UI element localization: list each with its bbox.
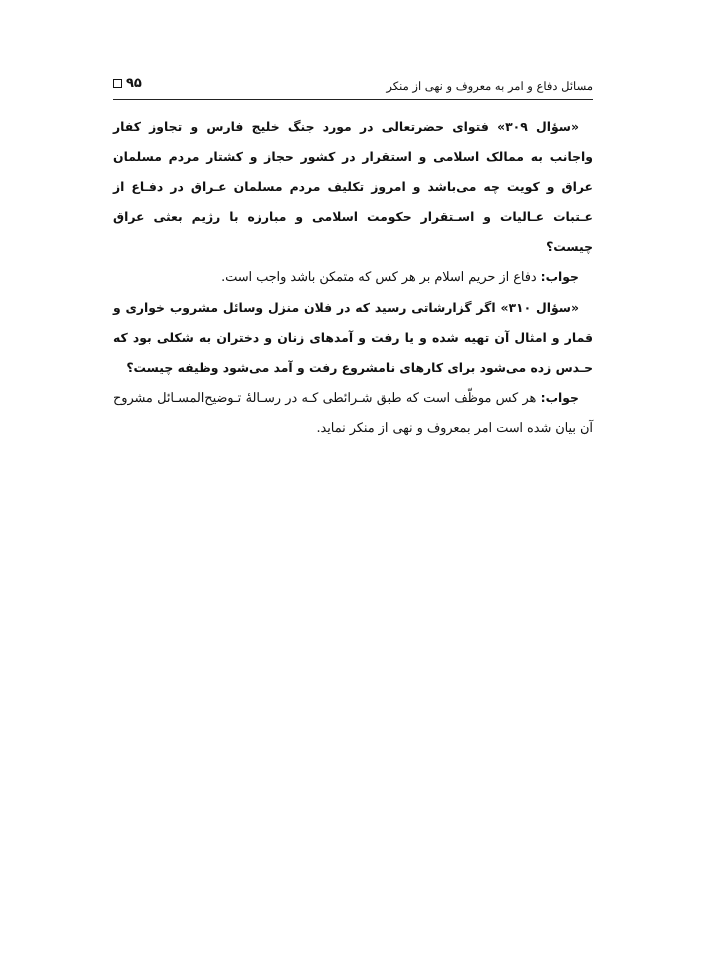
answer-text: هر کس موظّف است که طبق شـرائطی کـه در رسـالهٔ تـوضیح‌المسـائل مشروح آن بیان شده است امر بمعروف و نهی از منکر نماید. — [113, 391, 593, 436]
page-header — [113, 76, 593, 98]
question-text: فتوای حضرتعالی در مورد جنگ خلیج فارس و تجاوز کفار واجانب به ممالک اسلامی و استقرار در کشور حجاز و کشتار مردم مسلمان عراق و کویت چه می‌باشد و امروز تکلیف مردم مسلمان عـراق در دفـاع از عـتبات عـالیات و اسـتقرار حکومت اسلامی و مبارزه با رژیم بعثی عراق چیست؟ — [113, 119, 593, 254]
answer-label: جواب: — [540, 269, 579, 284]
question-310 — [113, 293, 593, 383]
answer-label: جواب: — [540, 390, 579, 405]
question-309 — [113, 112, 593, 262]
answer-text: دفاع از حریم اسلام بر هر کس که متمکن باشد واجب است. — [221, 270, 537, 285]
question-label: «سؤال ۳۱۰» — [500, 300, 579, 315]
body-text — [113, 112, 593, 444]
running-title: مسائل دفاع و امر به معروف و نهی از منکر — [386, 79, 593, 93]
answer-310 — [113, 383, 593, 444]
header-rule — [113, 99, 593, 100]
question-text: اگر گزارشاتی رسید که در فلان منزل وسائل مشروب خواری و قمار و امثال آن تهیه شده و یا رفت و آمدهای زنان و دختران به شکلی بود که حـدس زده می‌شود برای کارهای نامشروع رفت و آمد می‌شود وظیفه چیست؟ — [113, 300, 593, 375]
answer-309 — [113, 262, 593, 293]
square-icon — [113, 79, 122, 88]
page-number-group — [113, 76, 142, 91]
page-number: ۹۵ — [126, 76, 142, 91]
question-label: «سؤال ۳۰۹» — [497, 119, 579, 134]
